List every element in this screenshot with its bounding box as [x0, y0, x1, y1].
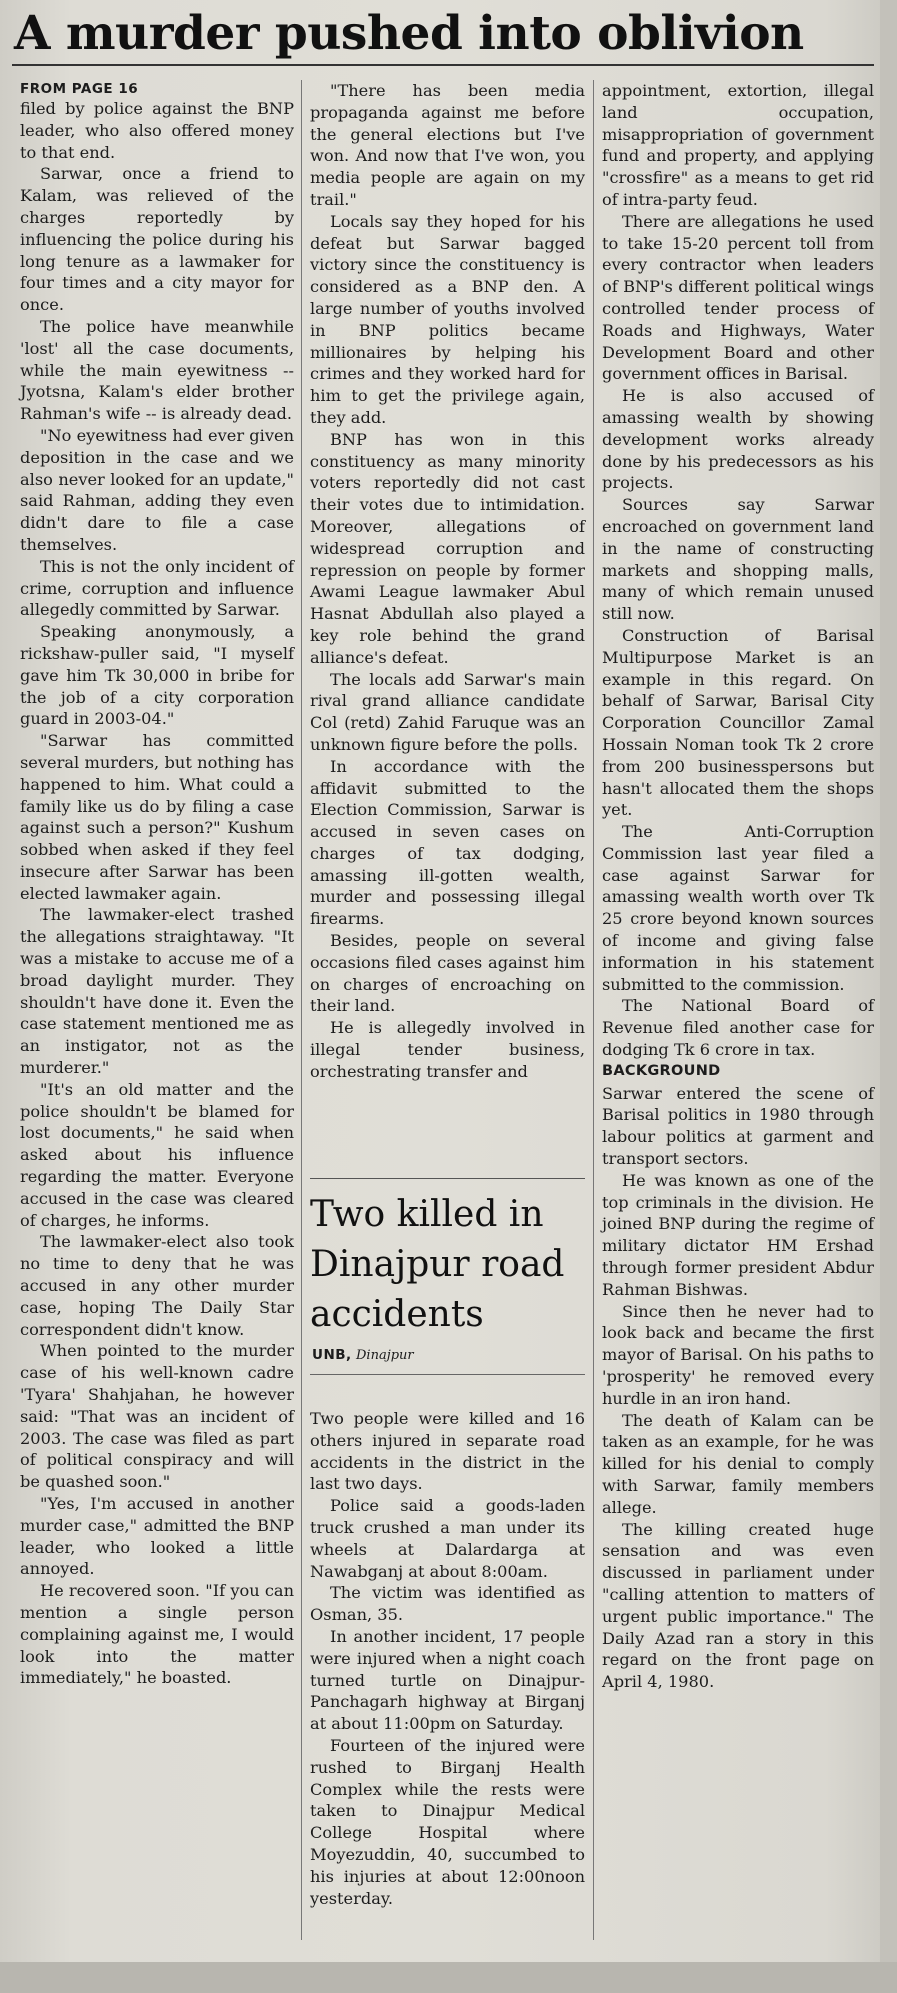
paragraph: "Yes, I'm accused in another murder case," admitted the BNP leader, who looked a little annoyed.: [20, 1494, 294, 1579]
background-subhead: BACKGROUND: [602, 1062, 721, 1079]
paragraph: When pointed to the murder case of his well-known cadre 'Tyara' Shahjahan, he however said: "That was an incident of 2003. The case was filed as part of political conspiracy and will be quashed soon.": [20, 1341, 294, 1492]
story2-body: [310, 1408, 585, 1909]
paragraph: The death of Kalam can be taken as an example, for he was killed for his denial to comply with Sarwar, family members allege.: [602, 1410, 874, 1517]
paragraph: BNP has won in this constituency as many minority voters reportedly did not cast their votes due to intimidation. Moreover, allegations of widespread corruption and repression on people by former Awami League lawmaker Abul Hasnat Abdullah also played a key role behind the grand alliance's defeat.: [310, 429, 585, 667]
paragraph: The National Board of Revenue filed another case for dodging Tk 6 crore in tax.: [602, 996, 874, 1060]
paragraph: The killing created huge sensation and was even discussed in parliament under "calling attention to matters of urgent public importance." The Daily Azad ran a story in this regard on the front page on April 4, 1980.: [602, 1519, 874, 1692]
paragraph: He was known as one of the top criminals in the division. He joined BNP during the regime of military dictator HM Ershad through former president Abdur Rahman Bishwas.: [602, 1170, 874, 1299]
paragraph: Sarwar entered the scene of Barisal politics in 1980 through labour politics at garment and transport sectors.: [602, 1083, 874, 1169]
story2-headline: Two killed in Dinajpur road accidents: [310, 1194, 565, 1335]
headline-rule: [12, 64, 874, 66]
paragraph: Since then he never had to look back and became the first mayor of Barisal. On his paths to 'prosperity' he removed every hurdle in an iron hand.: [602, 1301, 874, 1408]
byline-place: Dinajpur: [355, 1348, 414, 1363]
paragraph: Police said a goods-laden truck crushed a man under its wheels at Dalardarga at Nawabganj at about 8:00am.: [310, 1496, 585, 1581]
byline-rule: [310, 1374, 585, 1375]
paragraph: This is not the only incident of crime, corruption and influence allegedly committed by Sarwar.: [20, 556, 294, 620]
paragraph: "There has been media propaganda against me before the general elections but I've won. And now that I've won, you media people are again on my trail.": [310, 81, 585, 209]
paragraph: In another incident, 17 people were injured when a night coach turned turtle on Dinajpur-Panchagarh highway at Birganj at about 11:00pm on Saturday.: [310, 1626, 585, 1734]
page-bottom-edge: [0, 1962, 897, 1993]
paragraph: He is allegedly involved in illegal tender business, orchestrating transfer and: [310, 1018, 585, 1081]
paragraph: Sarwar, once a friend to Kalam, was relieved of the charges reportedly by influencing the police during his long tenure as a lawmaker for four times and a city mayor for once.: [20, 164, 294, 315]
paragraph: He is also accused of amassing wealth by showing development works already done by his predecessors as his projects.: [602, 386, 874, 493]
byline-source: UNB,: [312, 1347, 352, 1363]
paragraph: In accordance with the affidavit submitted to the Election Commission, Sarwar is accused in seven cases on charges of tax dodging, amassing ill-gotten wealth, murder and possessing illegal firearms.: [310, 756, 585, 929]
paragraph: The victim was identified as Osman, 35.: [310, 1583, 585, 1625]
paragraph: The locals add Sarwar's main rival grand alliance candidate Col (retd) Zahid Faruque was an unknown figure before the polls.: [310, 669, 585, 754]
paragraph: "It's an old matter and the police shouldn't be blamed for lost documents," he said when asked about his influence regarding the matter. Everyone accused in the case was cleared of charges, he informs.: [20, 1079, 294, 1230]
story1-column-2: [310, 80, 585, 1083]
paragraph: The lawmaker-elect trashed the allegations straightaway. "It was a mistake to accuse me of a broad daylight murder. They shouldn't have done it. Even the case statement mentioned me as an instigator, not as the murderer.": [20, 905, 294, 1078]
paragraph: filed by police against the BNP leader, who also offered money to that end.: [20, 99, 294, 162]
story-divider: [310, 1178, 585, 1179]
continued-from-label: FROM PAGE 16: [20, 81, 139, 97]
paragraph: The lawmaker-elect also took no time to deny that he was accused in any other murder case, hoping The Daily Star correspondent didn't know.: [20, 1232, 294, 1339]
paragraph: "No eyewitness had ever given deposition in the case and we also never looked for an update," said Rahman, adding they even didn't dare to file a case themselves.: [20, 425, 294, 554]
paragraph: Construction of Barisal Multipurpose Market is an example in this regard. On behalf of Sarwar, Barisal City Corporation Councillor Zamal Hossain Noman took Tk 2 crore from 200 businesspersons but hasn't allocated them the shops yet.: [602, 625, 874, 820]
column-rule-1: [301, 80, 302, 1940]
paragraph: Locals say they hoped for his defeat but Sarwar bagged victory since the constituency is considered as a BNP den. A large number of youths involved in BNP politics became millionaires by helping his crimes and they worked hard for him to get the privilege again, they add.: [310, 211, 585, 427]
paragraph: The police have meanwhile 'lost' all the case documents, while the main eyewitness -- Jyotsna, Kalam's elder brother Rahman's wife -- is already dead.: [20, 316, 294, 424]
column-rule-2: [593, 80, 594, 1940]
paragraph: Speaking anonymously, a rickshaw-puller said, "I myself gave him Tk 30,000 in bribe for the job of a city corporation guard in 2003-04.": [20, 622, 294, 729]
paragraph: The Anti-Corruption Commission last year filed a case against Sarwar for amassing wealth worth over Tk 25 crore beyond known sources of income and giving false information in his statement submitted to the commission.: [602, 822, 874, 994]
paragraph: Fourteen of the injured were rushed to Birganj Health Complex while the rests were taken to Dinajpur Medical College Hospital where Moyezuddin, 40, succumbed to his injuries at about 12:00noon yesterday.: [310, 1735, 585, 1908]
headline: A murder pushed into oblivion: [14, 6, 804, 61]
paragraph: There are allegations he used to take 15-20 percent toll from every contractor when leaders of BNP's different political wings controlled tender process of Roads and Highways, Water Development Board and other government offices in Barisal.: [602, 211, 874, 384]
page-edge: [880, 0, 897, 1993]
story1-column-1: [20, 80, 294, 1689]
paragraph: appointment, extortion, illegal land occupation, misappropriation of government fund and property, and applying "crossfire" as a means to get rid of intra-party feud.: [602, 81, 874, 209]
story2-byline: [312, 1346, 582, 1365]
paragraph: Besides, people on several occasions filed cases against him on charges of encroaching on their land.: [310, 931, 585, 1016]
paragraph: He recovered soon. "If you can mention a single person complaining against me, I would look into the matter immediately," he boasted.: [20, 1581, 294, 1688]
paragraph: "Sarwar has committed several murders, but nothing has happened to him. What could a family like us do by filing a case against such a person?" Kushum sobbed when asked if they feel insecure after Sarwar has been elected lawmaker again.: [20, 731, 294, 903]
story1-column-3: [602, 80, 874, 1693]
paragraph: Sources say Sarwar encroached on government land in the name of constructing markets and shopping malls, many of which remain unused still now.: [602, 495, 874, 624]
paragraph: Two people were killed and 16 others injured in separate road accidents in the district in the last two days.: [310, 1409, 585, 1494]
